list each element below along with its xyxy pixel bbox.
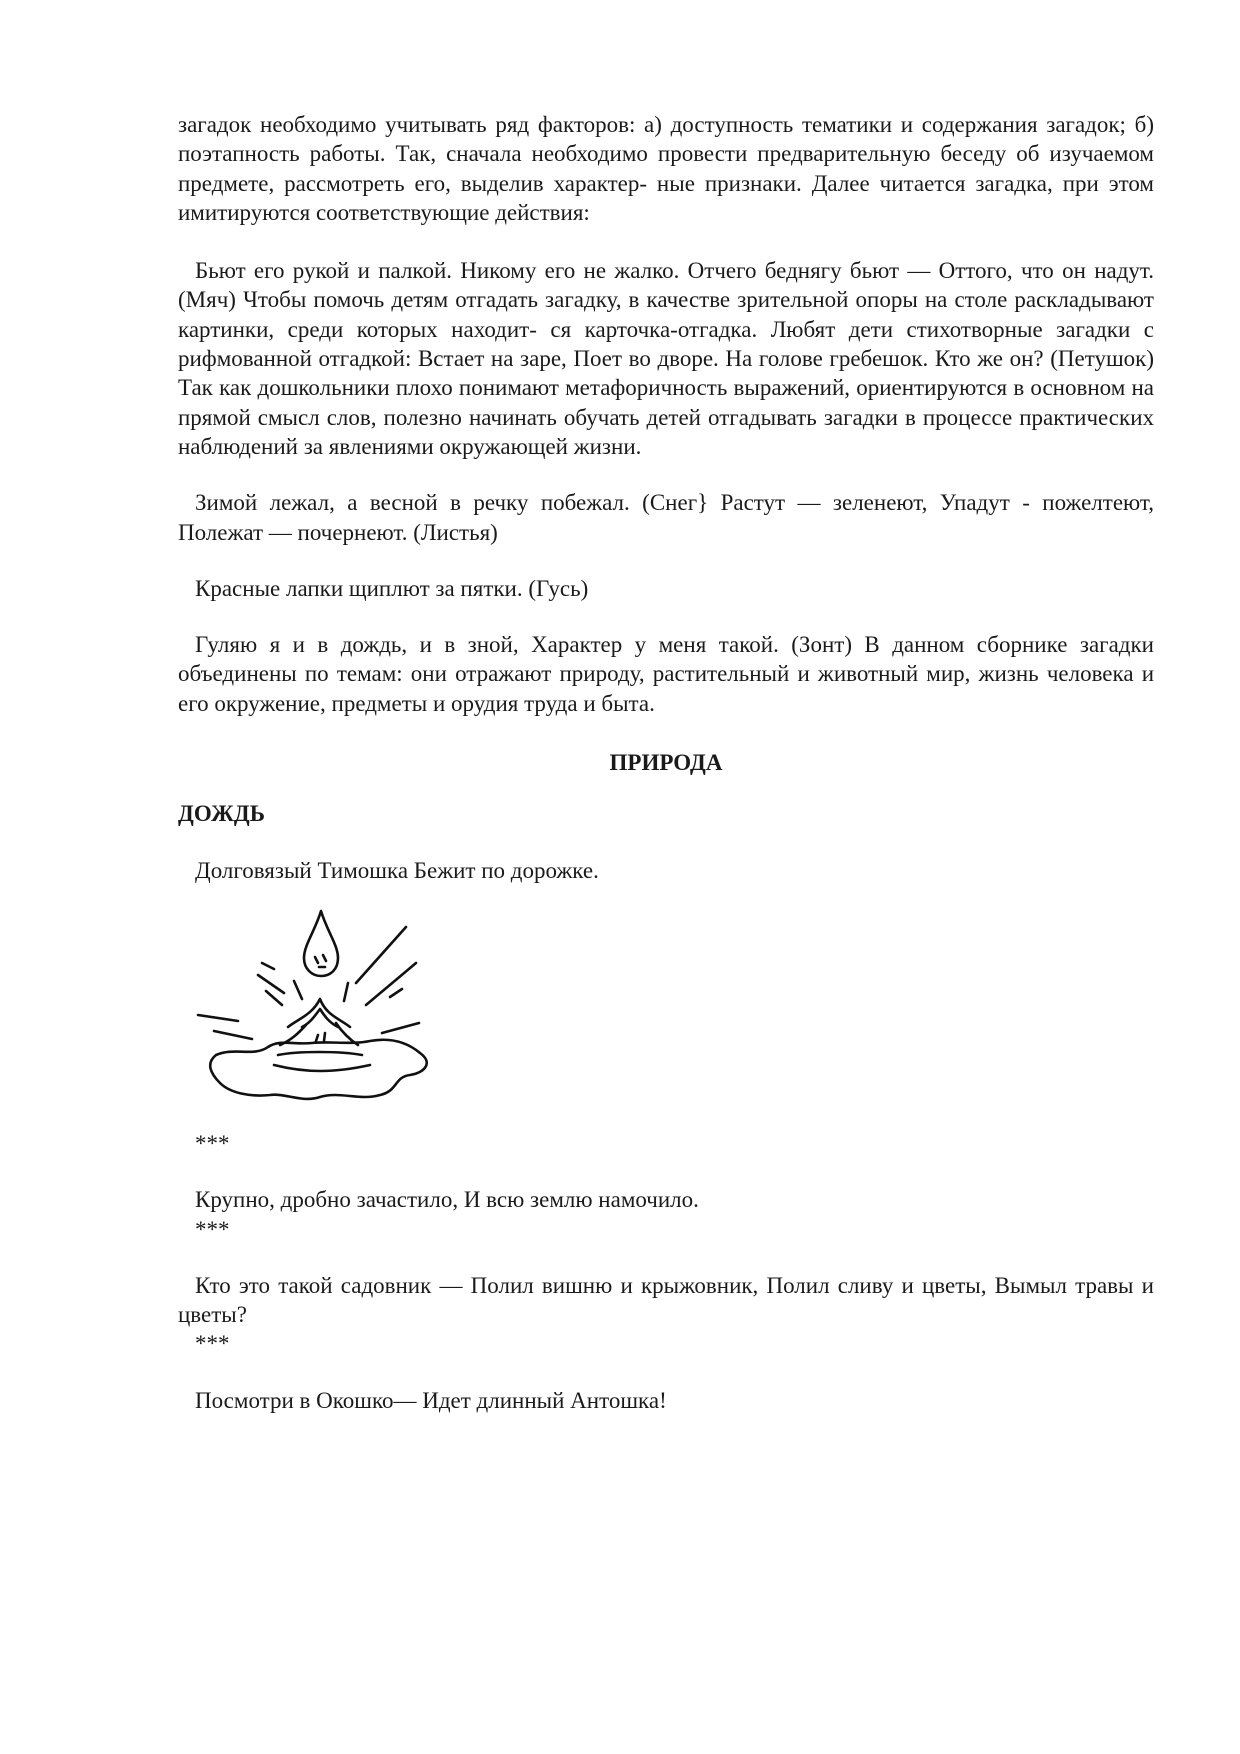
riddle-1: Долговязый Тимошка Бежит по дорожке. — [195, 857, 599, 883]
separator-2: *** — [195, 1216, 230, 1242]
riddle-3: Кто это такой садовник — Полил вишню и крыжовник, Полил сливу и цветы, Вымыл травы и цветы? — [178, 1272, 1154, 1328]
separator-3: *** — [195, 1331, 230, 1357]
intro-paragraph-4: Красные лапки щиплют за пятки. (Гусь) — [195, 575, 589, 601]
section-title: ПРИРОДА — [609, 750, 723, 776]
intro-paragraph-1: загадок необходимо учитывать ряд факторов: а) доступность тематики и содержания загадок; б) поэтапность работы. Так, сначала необходимо провести предварительную беседу об изучаемом предмете, рассмотреть его, выделив характер- ные признаки. Далее читается загадка, при этом имитируются соответствующие действия: — [178, 112, 1154, 225]
section-subtitle: ДОЖДЬ — [178, 801, 265, 827]
intro-paragraph-2: Бьют его рукой и палкой. Никому его не жалко. Отчего беднягу бьют — Оттого, что он надут. (Мяч) Чтобы помочь детям отгадать загадку, в качестве зрительной опоры на столе раскладывают картинки, среди которых находит- ся карточка-отгадка. Любят дети стихотворные загадки с рифмованной отгадкой: Встает на заре, Поет во дворе. На голове гребешок. Кто же он? (Петушок) Так как дошкольники плохо понимают метафоричность выражений, ориентируются в основном на прямой смысл слов, полезно начинать обучать детей отгадывать загадки в процессе практических наблюдений за явлениями окружающей жизни. — [178, 258, 1154, 459]
separator-1: *** — [195, 1130, 230, 1156]
document-page — [178, 110, 1154, 1415]
riddle-4: Посмотри в Окошко— Идет длинный Антошка! — [195, 1387, 667, 1413]
raindrop-splash-icon — [194, 905, 454, 1115]
riddle-2: Крупно, дробно зачастило, И всю землю намочило. — [195, 1187, 699, 1213]
intro-paragraph-3: Зимой лежал, а весной в речку побежал. (Снег} Растут — зеленеют, Упадут - пожелтеют, Полежат — почернеют. (Листья) — [178, 490, 1154, 545]
intro-paragraph-5: Гуляю я и в дождь, и в зной, Характер у меня такой. (Зонт) В данном сборнике загадки объединены по темам: они отражают природу, растительный и животный мир, жизнь человека и его окружение, предметы и орудия труда и быта. — [178, 632, 1154, 716]
